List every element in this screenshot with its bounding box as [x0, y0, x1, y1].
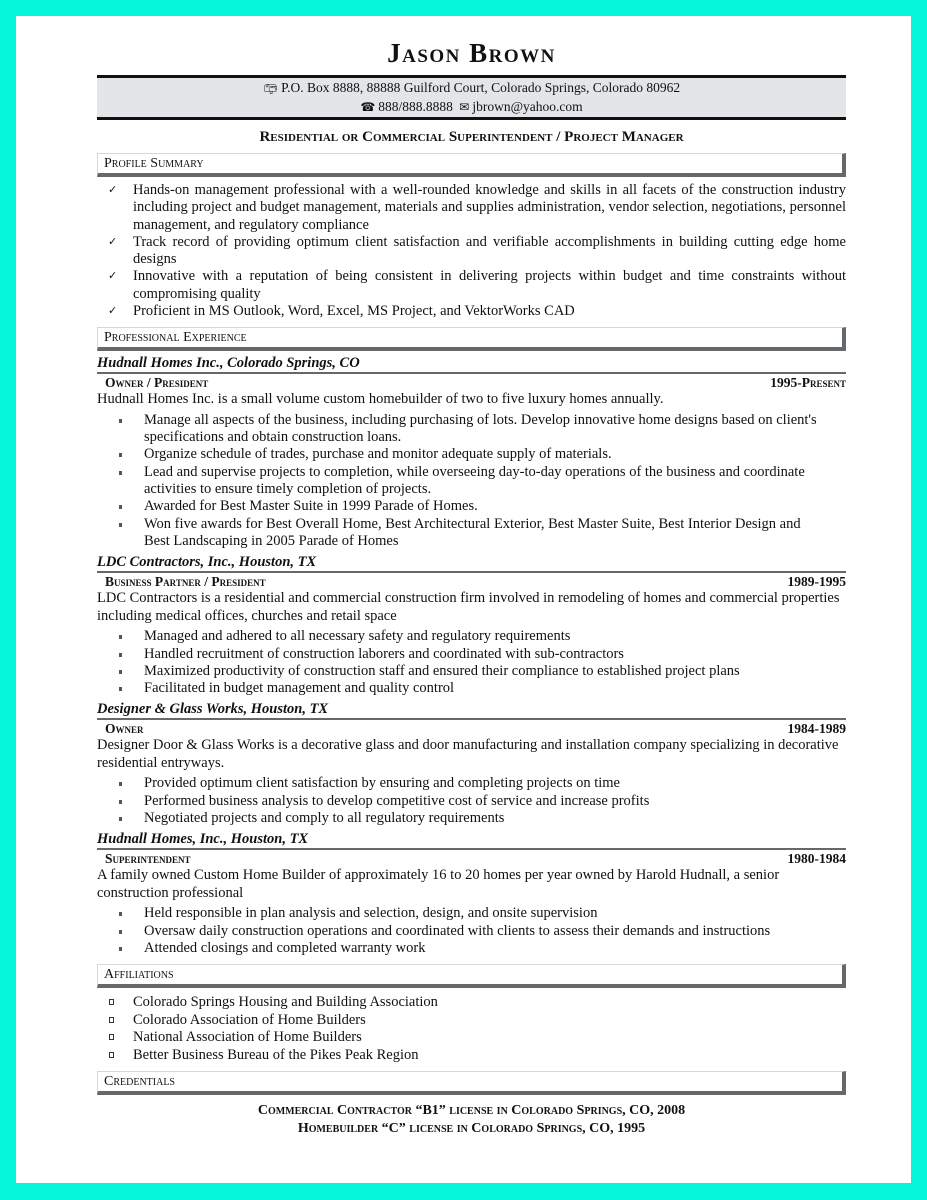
square-bullet-icon: [119, 670, 122, 674]
square-bullet-icon: [119, 419, 122, 423]
company-description: Designer Door & Glass Works is a decorative glass and door manufacturing and installation company specializing in decorative residential entryways.: [97, 737, 839, 771]
job-bullet: [97, 646, 846, 663]
job-bullet-text: Facilitated in budget management and quality control: [144, 680, 455, 697]
job-title: Business Partner / President: [105, 574, 266, 590]
job-bullet: [97, 464, 846, 499]
company-name: Designer & Glass Works, Houston, TX: [97, 701, 846, 720]
job-bullet-text: Performed business analysis to develop competitive cost of service and increase profits: [144, 792, 650, 809]
affiliation-item: [97, 994, 846, 1012]
envelope-icon: ✉︎: [459, 99, 470, 114]
square-bullet-icon: [119, 947, 122, 951]
role-row: [97, 573, 846, 590]
company-name: Hudnall Homes, Inc., Houston, TX: [97, 831, 846, 850]
job-bullet-text: Provided optimum client satisfaction by ensuring and completing projects on time: [144, 775, 620, 792]
role-row: [97, 720, 846, 737]
role-row: [97, 850, 846, 867]
contact-bar: [97, 75, 846, 120]
job-bullet: [97, 498, 846, 515]
affiliation-item: [97, 1029, 846, 1047]
affiliation-text: National Association of Home Builders: [133, 1029, 362, 1046]
job-bullet-text: Maximized productivity of construction staff and ensured their compliance to established project plans: [144, 662, 740, 679]
job-entry: [97, 701, 846, 827]
square-bullet-icon: [119, 523, 122, 527]
job-bullets: [97, 628, 846, 697]
job-title: Superintendent: [105, 851, 191, 867]
section-header-experience: Professional Experience: [97, 327, 846, 351]
affiliations-list: [97, 994, 846, 1064]
phone-email-line: [97, 98, 846, 117]
job-bullet-text: Oversaw daily construction operations and coordinated with clients to assess their demands and instructions: [144, 922, 771, 939]
headline: Residential or Commercial Superintendent / Project Manager: [259, 129, 684, 145]
profile-item-text: Innovative with a reputation of being consistent in delivering projects within budget and time constraints without compromising quality: [133, 268, 846, 302]
job-bullets: [97, 412, 846, 550]
phone-icon: ☎: [360, 99, 376, 114]
job-title: Owner / President: [105, 375, 209, 391]
square-bullet-icon: [119, 817, 122, 821]
job-bullet: [97, 446, 846, 463]
square-bullet-icon: [119, 453, 122, 457]
job-bullets: [97, 775, 846, 827]
job-bullet: [97, 940, 846, 957]
affiliation-text: Colorado Springs Housing and Building Association: [133, 994, 438, 1011]
profile-item-text: Proficient in MS Outlook, Word, Excel, MS Project, and VektorWorks CAD: [133, 303, 575, 320]
profile-item: [97, 303, 846, 320]
job-bullet: [97, 810, 846, 827]
job-entry: [97, 355, 846, 550]
section-header-affiliations: Affiliations: [97, 964, 846, 988]
job-bullet-text: Won five awards for Best Overall Home, Best Architectural Exterior, Best Master Suite, Best Interior Design and Best Landscaping in 2005 Parade of Homes: [144, 515, 801, 549]
hollow-square-bullet-icon: [109, 999, 114, 1005]
job-bullet: [97, 923, 846, 940]
credential-item: Homebuilder “C” license in Colorado Springs, CO, 1995: [297, 1120, 646, 1136]
square-bullet-icon: [119, 653, 122, 657]
section-header-credentials: Credentials: [97, 1071, 846, 1095]
address-text: P.O. Box 8888, 88888 Guilford Court, Colorado Springs, Colorado 80962: [281, 80, 681, 95]
affiliation-text: Colorado Association of Home Builders: [133, 1011, 366, 1028]
job-bullet: [97, 905, 846, 922]
address-line: [97, 79, 846, 98]
job-bullet: [97, 680, 846, 697]
square-bullet-icon: [119, 471, 122, 475]
checkmark-icon: ✓: [108, 270, 118, 283]
profile-list: [97, 182, 846, 320]
resume-content: [97, 16, 846, 1137]
company-description: LDC Contractors is a residential and commercial construction firm involved in remodeling of homes and commercial properties including medical offices, churches and retail space: [97, 590, 840, 624]
job-dates: 1984-1989: [787, 721, 846, 737]
company-name: Hudnall Homes Inc., Colorado Springs, CO: [97, 355, 846, 374]
job-bullet-text: Handled recruitment of construction laborers and coordinated with sub-contractors: [144, 645, 624, 662]
job-entry: [97, 554, 846, 697]
profile-item: [97, 182, 846, 234]
checkmark-icon: ✓: [108, 184, 118, 196]
job-bullet: [97, 793, 846, 810]
job-bullet-text: Managed and adhered to all necessary safety and regulatory requirements: [144, 628, 571, 645]
credential-item: Commercial Contractor “B1” license in Colorado Springs, CO, 2008: [257, 1103, 686, 1119]
job-bullet-text: Negotiated projects and comply to all regulatory requirements: [144, 810, 505, 827]
job-dates: 1980-1984: [787, 851, 846, 867]
credentials-list: [97, 1102, 846, 1137]
job-bullet-text: Held responsible in plan analysis and selection, design, and onsite supervision: [144, 905, 598, 922]
affiliation-text: Better Business Bureau of the Pikes Peak Region: [133, 1046, 419, 1063]
square-bullet-icon: [119, 635, 122, 639]
profile-item: [97, 234, 846, 269]
affiliation-item: [97, 1047, 846, 1065]
square-bullet-icon: [119, 930, 122, 934]
job-bullet-text: Organize schedule of trades, purchase and monitor adequate supply of materials.: [144, 446, 612, 463]
company-description: Hudnall Homes Inc. is a small volume custom homebuilder of two to five luxury homes annually.: [97, 391, 664, 408]
hollow-square-bullet-icon: [109, 1052, 114, 1058]
job-bullet-text: Attended closings and completed warranty work: [144, 939, 426, 956]
checkmark-icon: ✓: [108, 235, 118, 248]
resume-page: [16, 16, 911, 1183]
job-bullet-text: Manage all aspects of the business, including purchasing of lots. Develop innovative home designs based on client's specifications and obtain construction loans.: [144, 411, 817, 446]
square-bullet-icon: [119, 912, 122, 916]
job-dates: 1995-Present: [770, 375, 846, 391]
section-header-profile: Profile Summary: [97, 153, 846, 177]
profile-item-text: Hands-on management professional with a well-rounded knowledge and skills in all facets of the construction industry including project and budget management, materials and supplies administration, vendor selection, negotiations, personnel management, and regulatory compliance: [133, 182, 846, 233]
hollow-square-bullet-icon: [109, 1017, 114, 1023]
job-bullet-text: Awarded for Best Master Suite in 1999 Parade of Homes.: [144, 498, 478, 515]
mailbox-icon: 📪︎: [262, 81, 279, 95]
profile-item: [97, 268, 846, 303]
affiliation-item: [97, 1012, 846, 1030]
job-bullet: [97, 663, 846, 680]
job-bullet: [97, 628, 846, 645]
job-dates: 1989-1995: [787, 574, 846, 590]
square-bullet-icon: [119, 800, 122, 804]
job-title: Owner: [105, 721, 144, 737]
phone-text: 888/888.8888: [378, 98, 453, 114]
profile-item-text: Track record of providing optimum client satisfaction and verifiable accomplishments in building cutting edge home designs: [133, 233, 846, 268]
company-description: A family owned Custom Home Builder of approximately 16 to 20 homes per year owned by Harold Hudnall, a senior construction professional: [97, 867, 780, 901]
job-bullet: [97, 516, 846, 551]
role-row: [97, 374, 846, 391]
job-bullet-text: Lead and supervise projects to completion, while overseeing day-to-day operations of the business and coordinate activities to ensure timely completion of projects.: [144, 463, 805, 498]
job-bullets: [97, 905, 846, 957]
job-bullet: [97, 775, 846, 792]
hollow-square-bullet-icon: [109, 1034, 114, 1040]
square-bullet-icon: [119, 782, 122, 786]
square-bullet-icon: [119, 687, 122, 691]
checkmark-icon: ✓: [108, 305, 118, 318]
job-entry: [97, 831, 846, 957]
company-name: LDC Contractors, Inc., Houston, TX: [97, 554, 846, 573]
square-bullet-icon: [119, 505, 122, 509]
candidate-name: Jason Brown: [387, 38, 556, 68]
email-link[interactable]: jbrown@yahoo.com: [472, 98, 583, 114]
job-bullet: [97, 412, 846, 447]
